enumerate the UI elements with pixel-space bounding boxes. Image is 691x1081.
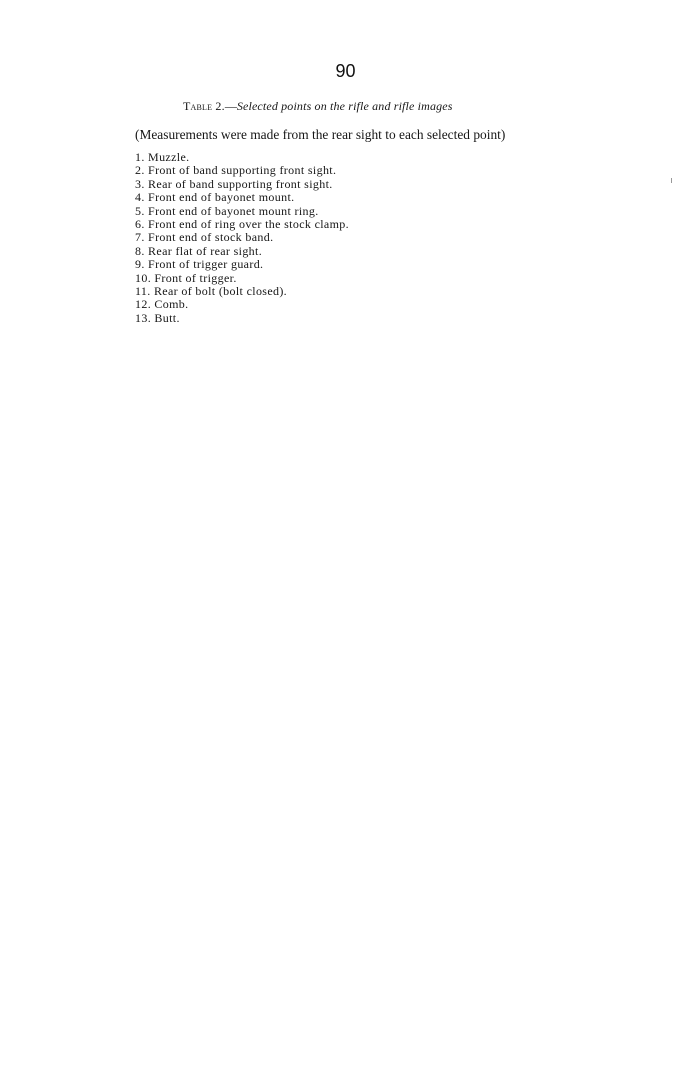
table-title-dash: — bbox=[224, 99, 237, 113]
list-item: 5. Front end of bayonet mount ring. bbox=[135, 203, 319, 218]
list-item: 6. Front end of ring over the stock clamp. bbox=[135, 217, 349, 232]
table-title bbox=[183, 98, 453, 114]
list-item: 12. Comb. bbox=[135, 297, 189, 312]
list-item: 7. Front end of stock band. bbox=[135, 230, 274, 245]
table-label: Table 2. bbox=[183, 99, 225, 113]
measurement-note: (Measurements were made from the rear sight to each selected point) bbox=[135, 127, 506, 142]
list-item: 13. Butt. bbox=[135, 310, 180, 325]
list-item: 3. Rear of band supporting front sight. bbox=[135, 176, 333, 191]
table-caption: Selected points on the rifle and rifle images bbox=[236, 99, 453, 113]
list-item: 9. Front of trigger guard. bbox=[135, 257, 264, 272]
selected-points-list bbox=[135, 151, 349, 325]
page-number: 90 bbox=[335, 61, 356, 81]
list-item: 11. Rear of bolt (bolt closed). bbox=[135, 284, 288, 299]
list-item: 2. Front of band supporting front sight. bbox=[135, 163, 337, 178]
list-item: 1. Muzzle. bbox=[135, 150, 190, 164]
list-item: 4. Front end of bayonet mount. bbox=[135, 190, 295, 205]
list-item: 8. Rear flat of rear sight. bbox=[135, 243, 263, 258]
scan-mark bbox=[671, 178, 672, 183]
list-item: 10. Front of trigger. bbox=[135, 270, 237, 285]
